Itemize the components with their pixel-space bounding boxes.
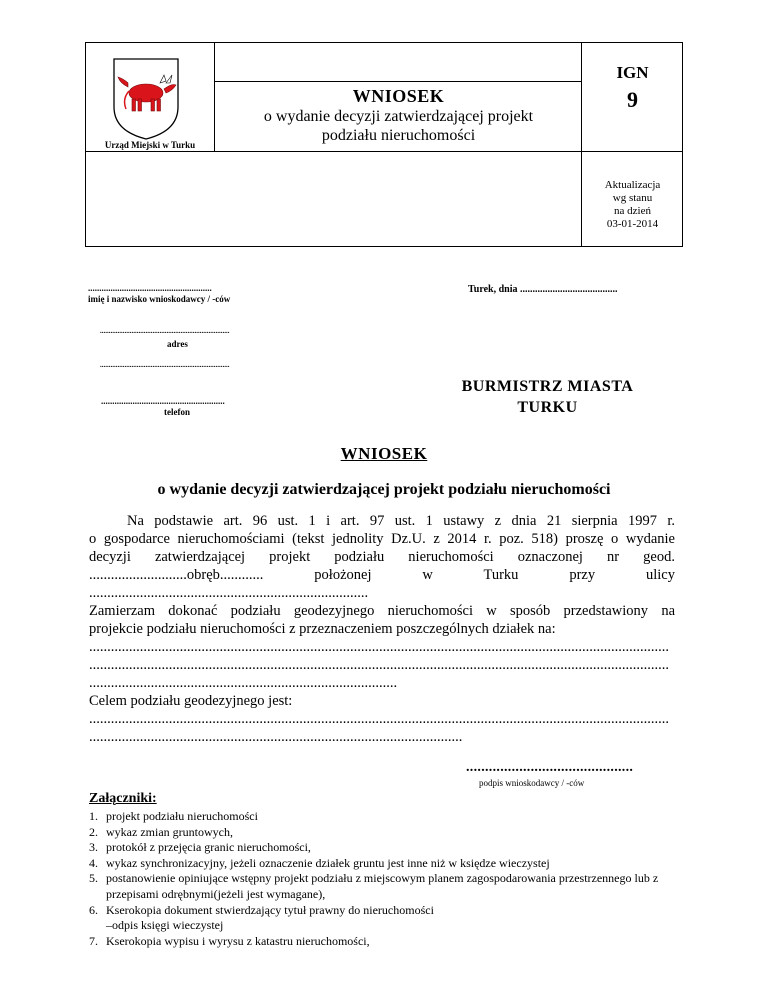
list-item-text: projekt podziału nieruchomości — [106, 809, 258, 823]
addressee-line1: BURMISTRZ MIASTA — [461, 378, 634, 395]
update-line3: na dzień — [614, 205, 651, 217]
signature-field[interactable]: ............................................ — [466, 760, 634, 775]
attachments-list — [89, 809, 679, 949]
list-item — [89, 871, 679, 902]
addressee — [440, 376, 655, 418]
list-item — [89, 825, 679, 841]
list-item-text: protokół z przejęcia granic nieruchomości, — [106, 840, 311, 855]
list-item — [89, 903, 679, 934]
header-divider-middle — [86, 151, 682, 152]
list-item — [89, 934, 679, 950]
body-line: projekcie podziału nieruchomości z przeznaczeniem poszczególnych działek na: — [89, 621, 556, 637]
body-line: Na podstawie art. 96 ust. 1 i art. 97 ust. 1 ustawy z dnia 21 sierpnia 1997 r. — [127, 513, 675, 529]
list-item-number: 3. — [89, 840, 98, 855]
header-divider-top — [214, 81, 581, 82]
body-paragraph — [89, 512, 675, 746]
body-line: o gospodarce nieruchomościami (tekst jednolity Dz.U. z 2014 r. poz. 518) proszę o wydanie — [89, 531, 675, 547]
list-item-number: 2. — [89, 824, 98, 839]
list-item-text: postanowienie opiniujące wstępny projekt podziału z miejscowym planem zagospodarowania przestrzennego lub z przepisami odrębnymi(jeżeli jest wymagane), — [106, 871, 659, 901]
update-info — [581, 179, 684, 231]
address-label: adres — [167, 339, 188, 349]
purpose-dots-line[interactable]: ................................................................................................................................................................ — [89, 639, 669, 655]
address-field-1[interactable]: .......................................................................... — [100, 327, 230, 335]
goal-dots-line[interactable]: ....................................................................................................... — [89, 729, 463, 745]
goal-dots-line[interactable]: ................................................................................................................................................................ — [89, 711, 669, 727]
list-item-number: 7. — [89, 933, 98, 948]
list-item-text: wykaz synchronizacyjny, jeżeli oznaczenie działek gruntu jest inne niż w księdze wieczystej — [106, 855, 550, 870]
header-subtitle-line1: o wydanie decyzji zatwierdzającej projekt — [263, 108, 534, 125]
addressee-line2: TURKU — [517, 399, 578, 416]
body-line: Zamierzam dokonać podziału geodezyjnego nieruchomości w sposób przedstawiony na — [89, 603, 675, 619]
header-subtitle — [216, 107, 581, 145]
header-divider-left — [214, 43, 215, 151]
city-crest-logo — [106, 53, 186, 141]
applicant-name-field[interactable]: ....................................................... — [88, 283, 212, 293]
list-item-number: 6. — [89, 902, 98, 917]
place-date-field[interactable]: Turek, dnia ....................................... — [468, 284, 618, 295]
update-line1: Aktualizacja — [604, 179, 661, 191]
header-subtitle-line2: podziału nieruchomości — [321, 127, 476, 144]
list-item — [89, 809, 679, 825]
address-field-2[interactable]: .......................................................................... — [100, 361, 230, 369]
header-table — [85, 42, 683, 247]
list-item-number: 1. — [89, 809, 98, 823]
update-line2: wg stanu — [612, 192, 653, 204]
form-code: IGN — [616, 63, 649, 82]
phone-field[interactable]: ....................................................... — [101, 396, 225, 406]
list-item-text: Kserokopia dokument stwierdzający tytuł prawny do nieruchomości — [106, 902, 434, 917]
body-line[interactable]: ...........................obręb............ położonej w Turku przy ulicy — [89, 567, 675, 583]
list-item-text: Kserokopia wypisu i wyrysu z katastru nieruchomości, — [106, 933, 370, 948]
update-date: 03-01-2014 — [606, 218, 659, 230]
list-item-text: wykaz zmian gruntowych, — [106, 824, 233, 839]
form-code-number: 9 — [627, 87, 638, 112]
page-title: WNIOSEK — [340, 444, 428, 463]
applicant-name-label: imię i nazwisko wnioskodawcy / -ców — [88, 294, 231, 304]
list-item — [89, 856, 679, 872]
page-subtitle: o wydanie decyzji zatwierdzającej projekt podziału nieruchomości — [157, 481, 611, 498]
header-title: WNIOSEK — [352, 86, 445, 106]
attachments-heading: Załączniki: — [89, 791, 157, 806]
office-name: Urząd Miejski w Turku — [104, 140, 196, 150]
body-line: decyzji zatwierdzającej projekt podziału nieruchomości oznaczonej nr geod. — [89, 549, 675, 565]
purpose-dots-line[interactable]: ..................................................................................... — [89, 675, 398, 691]
list-item-number: 4. — [89, 855, 98, 870]
phone-label: telefon — [164, 407, 190, 417]
list-item-text: –odpis księgi wieczystej — [106, 918, 224, 933]
goal-label: Celem podziału geodezyjnego jest: — [89, 693, 293, 709]
list-item-number: 5. — [89, 871, 98, 886]
signature-label: podpis wnioskodawcy / -ców — [479, 778, 585, 788]
list-item — [89, 840, 679, 856]
body-dots-line[interactable]: ............................................................................. — [89, 585, 369, 601]
purpose-dots-line[interactable]: ................................................................................................................................................................ — [89, 657, 669, 673]
